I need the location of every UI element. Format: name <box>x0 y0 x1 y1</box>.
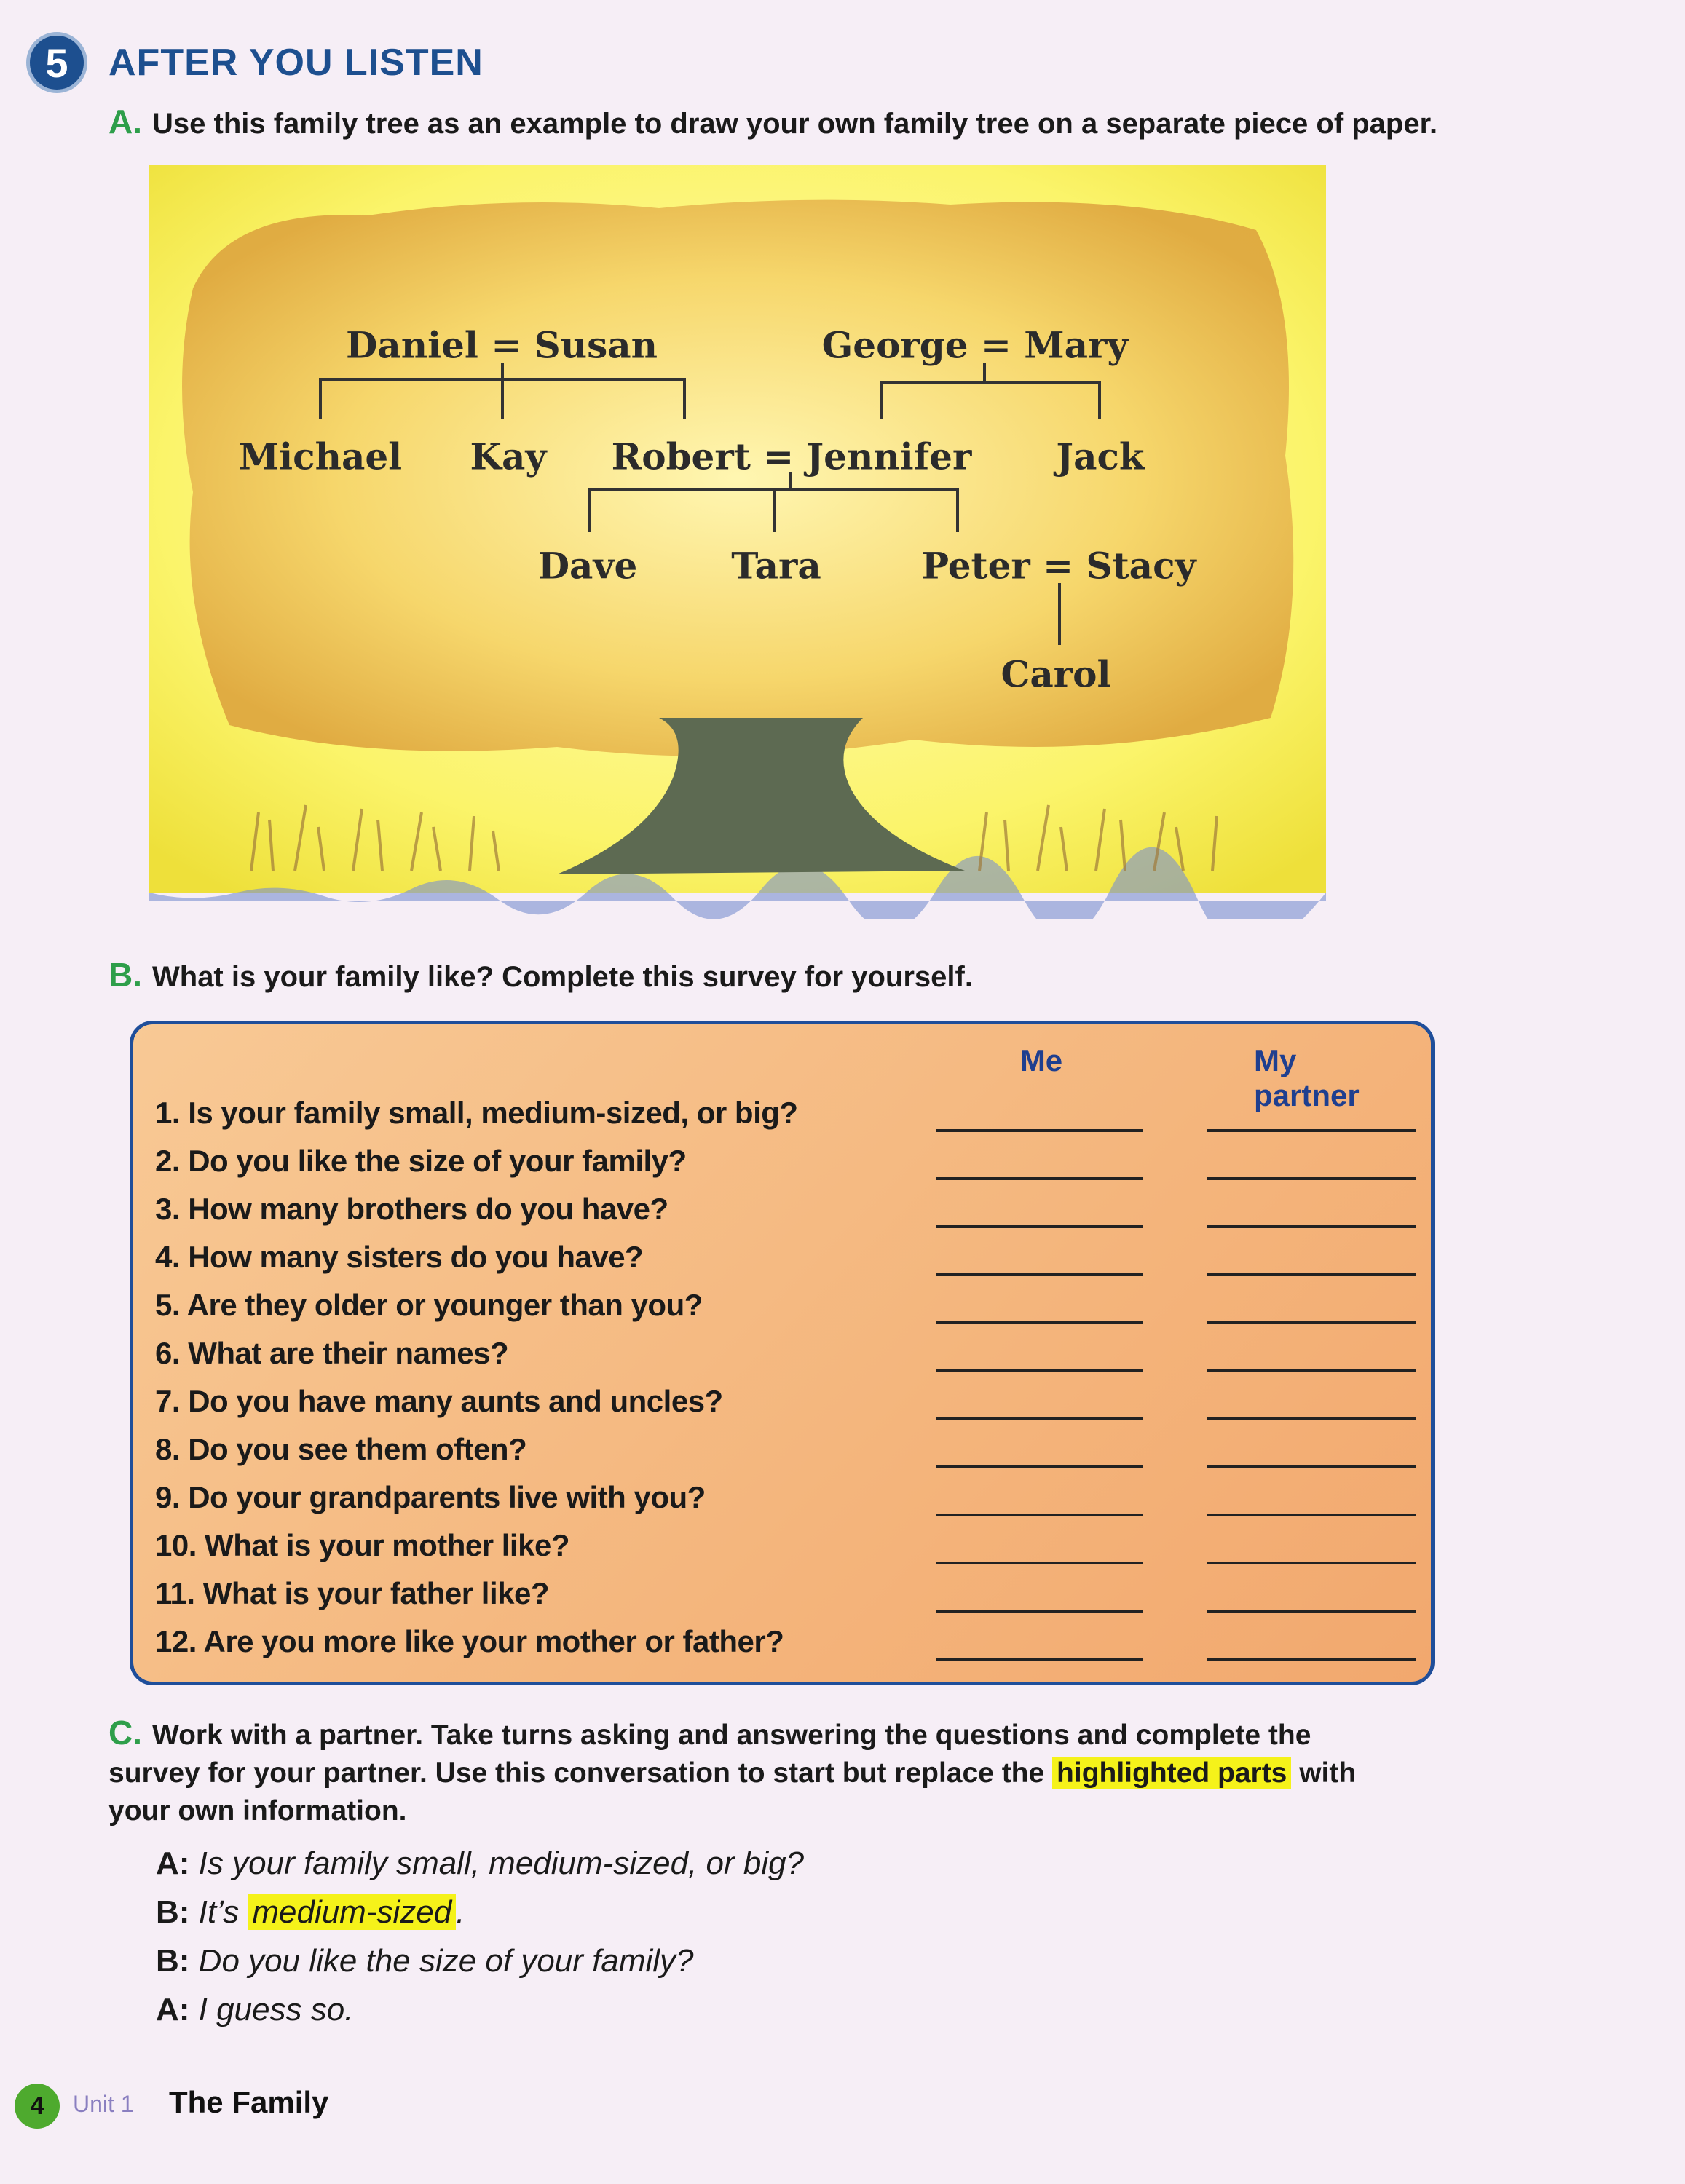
answer-blank-me[interactable] <box>936 1514 1143 1516</box>
answer-blank-partner[interactable] <box>1207 1610 1416 1613</box>
speaker: B: <box>156 1894 190 1930</box>
dialogue-highlight: medium-sized <box>248 1894 456 1930</box>
survey-question: 5. Are they older or younger than you? <box>155 1288 703 1322</box>
part-b-text: What is your family like? Complete this survey for yourself. <box>152 961 973 993</box>
dialogue-line-3 <box>156 1943 694 1979</box>
survey-box <box>130 1021 1435 1685</box>
dialogue-text: It’s <box>198 1894 240 1930</box>
tree-background-art <box>149 165 1326 919</box>
survey-question: 10. What is your mother like? <box>155 1528 569 1562</box>
survey-question: 8. Do you see them often? <box>155 1432 527 1466</box>
answer-blank-partner[interactable] <box>1207 1273 1416 1276</box>
survey-question: 2. Do you like the size of your family? <box>155 1144 687 1178</box>
tree-name-kay: Kay <box>470 435 547 478</box>
part-b-letter: B. <box>108 956 142 994</box>
answer-blank-partner[interactable] <box>1207 1562 1416 1564</box>
answer-blank-me[interactable] <box>936 1465 1143 1468</box>
survey-question: 7. Do you have many aunts and uncles? <box>155 1384 723 1418</box>
tree-couple-robert-jennifer: Robert = Jennifer <box>611 435 972 478</box>
survey-question: 12. Are you more like your mother or father? <box>155 1624 784 1658</box>
part-a-text: Use this family tree as an example to draw your own family tree on a separate piece of paper. <box>152 108 1438 140</box>
column-header-me: Me <box>1019 1043 1063 1077</box>
page-number-badge: 4 <box>15 2084 60 2129</box>
footer-unit: Unit 1 <box>73 2091 134 2117</box>
highlight-example: highlighted parts <box>1052 1757 1291 1789</box>
part-c-letter: C. <box>108 1714 142 1752</box>
part-c-instruction <box>108 1714 1390 1830</box>
survey-question: 3. How many brothers do you have? <box>155 1192 668 1226</box>
section-title: AFTER YOU LISTEN <box>108 41 484 84</box>
answer-blank-partner[interactable] <box>1207 1321 1416 1324</box>
dialogue-text-end: . <box>456 1894 465 1930</box>
answer-blank-me[interactable] <box>936 1369 1143 1372</box>
answer-blank-partner[interactable] <box>1207 1465 1416 1468</box>
dialogue-line-4 <box>156 1992 353 2028</box>
answer-blank-me[interactable] <box>936 1225 1143 1228</box>
answer-blank-partner[interactable] <box>1207 1658 1416 1661</box>
answer-blank-me[interactable] <box>936 1321 1143 1324</box>
dialogue-line-1 <box>156 1845 804 1882</box>
section-number-badge: 5 <box>26 32 87 93</box>
part-b-instruction <box>108 955 973 994</box>
answer-blank-partner[interactable] <box>1207 1417 1416 1420</box>
survey-question: 11. What is your father like? <box>155 1576 549 1610</box>
survey-question: 9. Do your grandparents live with you? <box>155 1480 706 1514</box>
answer-blank-me[interactable] <box>936 1129 1143 1132</box>
dialogue-line-2 <box>156 1894 465 1931</box>
answer-blank-partner[interactable] <box>1207 1177 1416 1180</box>
tree-name-tara: Tara <box>731 544 821 587</box>
answer-blank-partner[interactable] <box>1207 1369 1416 1372</box>
answer-blank-me[interactable] <box>936 1562 1143 1564</box>
tree-couple-george-mary: George = Mary <box>821 323 1129 367</box>
speaker: B: <box>156 1943 190 1979</box>
answer-blank-me[interactable] <box>936 1177 1143 1180</box>
tree-couple-daniel-susan: Daniel = Susan <box>346 323 658 367</box>
answer-blank-partner[interactable] <box>1207 1129 1416 1132</box>
tree-name-jack: Jack <box>1056 435 1145 478</box>
answer-blank-me[interactable] <box>936 1610 1143 1613</box>
dialogue-text: I guess so. <box>198 1992 354 2027</box>
speaker: A: <box>156 1845 190 1881</box>
column-header-partner: My partner <box>1254 1043 1360 1112</box>
speaker: A: <box>156 1992 190 2027</box>
answer-blank-partner[interactable] <box>1207 1225 1416 1228</box>
part-c-text: Work with a partner. Take turns asking and answering the questions and complete the survey for your partner. Use this conversation to start but replace the <box>108 1720 1311 1789</box>
tree-name-carol: Carol <box>1001 652 1111 696</box>
answer-blank-me[interactable] <box>936 1658 1143 1661</box>
tree-couple-peter-stacy: Peter = Stacy <box>921 544 1196 587</box>
answer-blank-me[interactable] <box>936 1417 1143 1420</box>
answer-blank-me[interactable] <box>936 1273 1143 1276</box>
tree-name-dave: Dave <box>537 544 638 587</box>
survey-question: 4. How many sisters do you have? <box>155 1240 644 1274</box>
survey-question: 6. What are their names? <box>155 1336 509 1370</box>
part-a-instruction <box>108 102 1437 141</box>
footer-title: The Family <box>169 2085 329 2119</box>
survey-question: 1. Is your family small, medium-sized, or big? <box>155 1096 798 1130</box>
part-a-letter: A. <box>108 103 142 141</box>
answer-blank-partner[interactable] <box>1207 1514 1416 1516</box>
dialogue-text: Is your family small, medium-sized, or big? <box>198 1845 805 1881</box>
dialogue-text: Do you like the size of your family? <box>198 1943 694 1979</box>
family-tree-illustration <box>149 165 1326 919</box>
part-c-text-end: with your own information. <box>108 1757 1357 1827</box>
tree-name-michael: Michael <box>238 435 403 478</box>
